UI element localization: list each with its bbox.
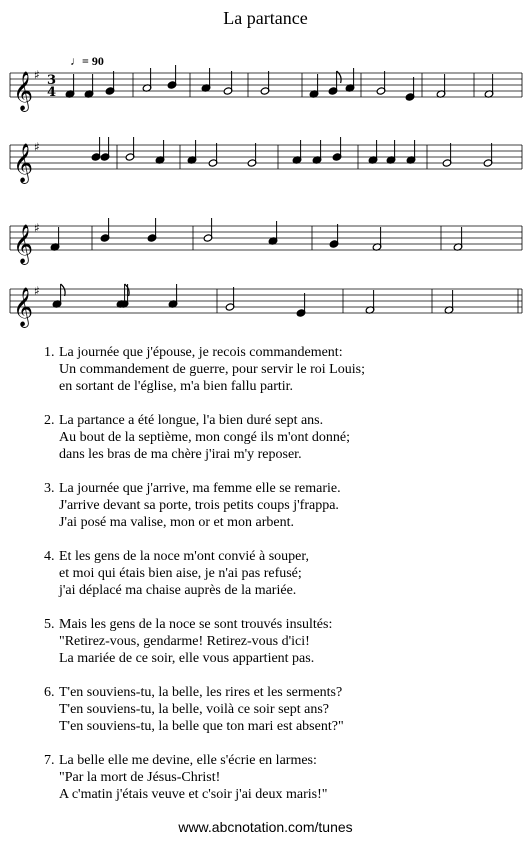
verse-number: 1. [44, 345, 55, 360]
verse-line: Au bout de la septième, mon congé ils m'ont donné; [59, 430, 351, 445]
verse-line: en sortant de l'église, m'a bien fallu partir. [59, 379, 294, 394]
verse-number: 3. [44, 481, 55, 496]
verse-line: et moi qui étais bien aise, je n'ai pas refusé; [59, 566, 302, 581]
verse-line: J'arrive devant sa porte, trois petits coups j'frappa. [59, 498, 339, 513]
verse-line: Mais les gens de la noce se sont trouvés insultés: [59, 617, 333, 632]
verse-line: "Retirez-vous, gendarme! Retirez-vous d'ici! [59, 634, 310, 649]
note-flag [125, 284, 130, 296]
sharp-icon: ♯ [34, 284, 40, 298]
source-url[interactable]: www.abcnotation.com/tunes [178, 819, 353, 835]
verse-line: A c'matin j'étais veuve et c'soir j'ai deux maris!" [59, 787, 328, 802]
verse-line: La journée que j'arrive, ma femme elle se remarie. [59, 481, 341, 496]
lyrics [44, 344, 504, 820]
verse [44, 412, 504, 463]
verse [44, 480, 504, 531]
verse-number: 2. [44, 413, 55, 428]
time-signature-top: 3 [47, 73, 57, 88]
verse-number: 5. [44, 617, 55, 632]
treble-clef-icon: 𝄞 [13, 71, 34, 111]
verse-line: j'ai déplacé ma chaise auprès de la mariée. [59, 583, 297, 598]
sheet-music [0, 0, 531, 330]
verse [44, 548, 504, 599]
sharp-icon: ♯ [34, 68, 40, 82]
sharp-icon: ♯ [34, 140, 40, 154]
tempo-value: = 90 [82, 54, 104, 68]
verse-line: La belle elle me devine, elle s'écrie en larmes: [59, 753, 317, 768]
verse-line: Et les gens de la noce m'ont convié à souper, [59, 549, 309, 564]
tune-title: La partance [223, 8, 308, 28]
half-note-icon: ♩ [70, 54, 82, 68]
note-flag [61, 284, 66, 296]
treble-clef-icon: 𝄞 [13, 224, 34, 264]
treble-clef-icon: 𝄞 [13, 287, 34, 327]
verse-line: T'en souviens-tu, la belle que ton mari est absent?" [59, 719, 344, 734]
verse-line: Un commandement de guerre, pour servir le roi Louis; [59, 362, 365, 377]
verse [44, 344, 504, 395]
verse-line: La journée que j'épouse, je recois commandement: [59, 345, 343, 360]
verse-line: dans les bras de ma chère j'irai m'y reposer. [59, 447, 302, 462]
verse [44, 684, 504, 735]
verse [44, 616, 504, 667]
verse [44, 752, 504, 803]
verse-number: 7. [44, 753, 55, 768]
sharp-icon: ♯ [34, 221, 40, 235]
verse-line: T'en souviens-tu, la belle, voilà ce soir sept ans? [59, 702, 329, 717]
verse-line: La mariée de ce soir, elle vous appartient pas. [59, 651, 315, 666]
time-signature-bottom: 4 [47, 85, 57, 100]
verse-number: 6. [44, 685, 55, 700]
verse-line: J'ai posé ma valise, mon or et mon arbent. [59, 515, 295, 530]
verse-line: T'en souviens-tu, la belle, les rires et les serments? [59, 685, 343, 700]
verse-line: La partance a été longue, l'a bien duré sept ans. [59, 413, 324, 428]
treble-clef-icon: 𝄞 [13, 143, 34, 183]
verse-line: "Par la mort de Jésus-Christ! [59, 770, 221, 785]
verse-number: 4. [44, 549, 55, 564]
